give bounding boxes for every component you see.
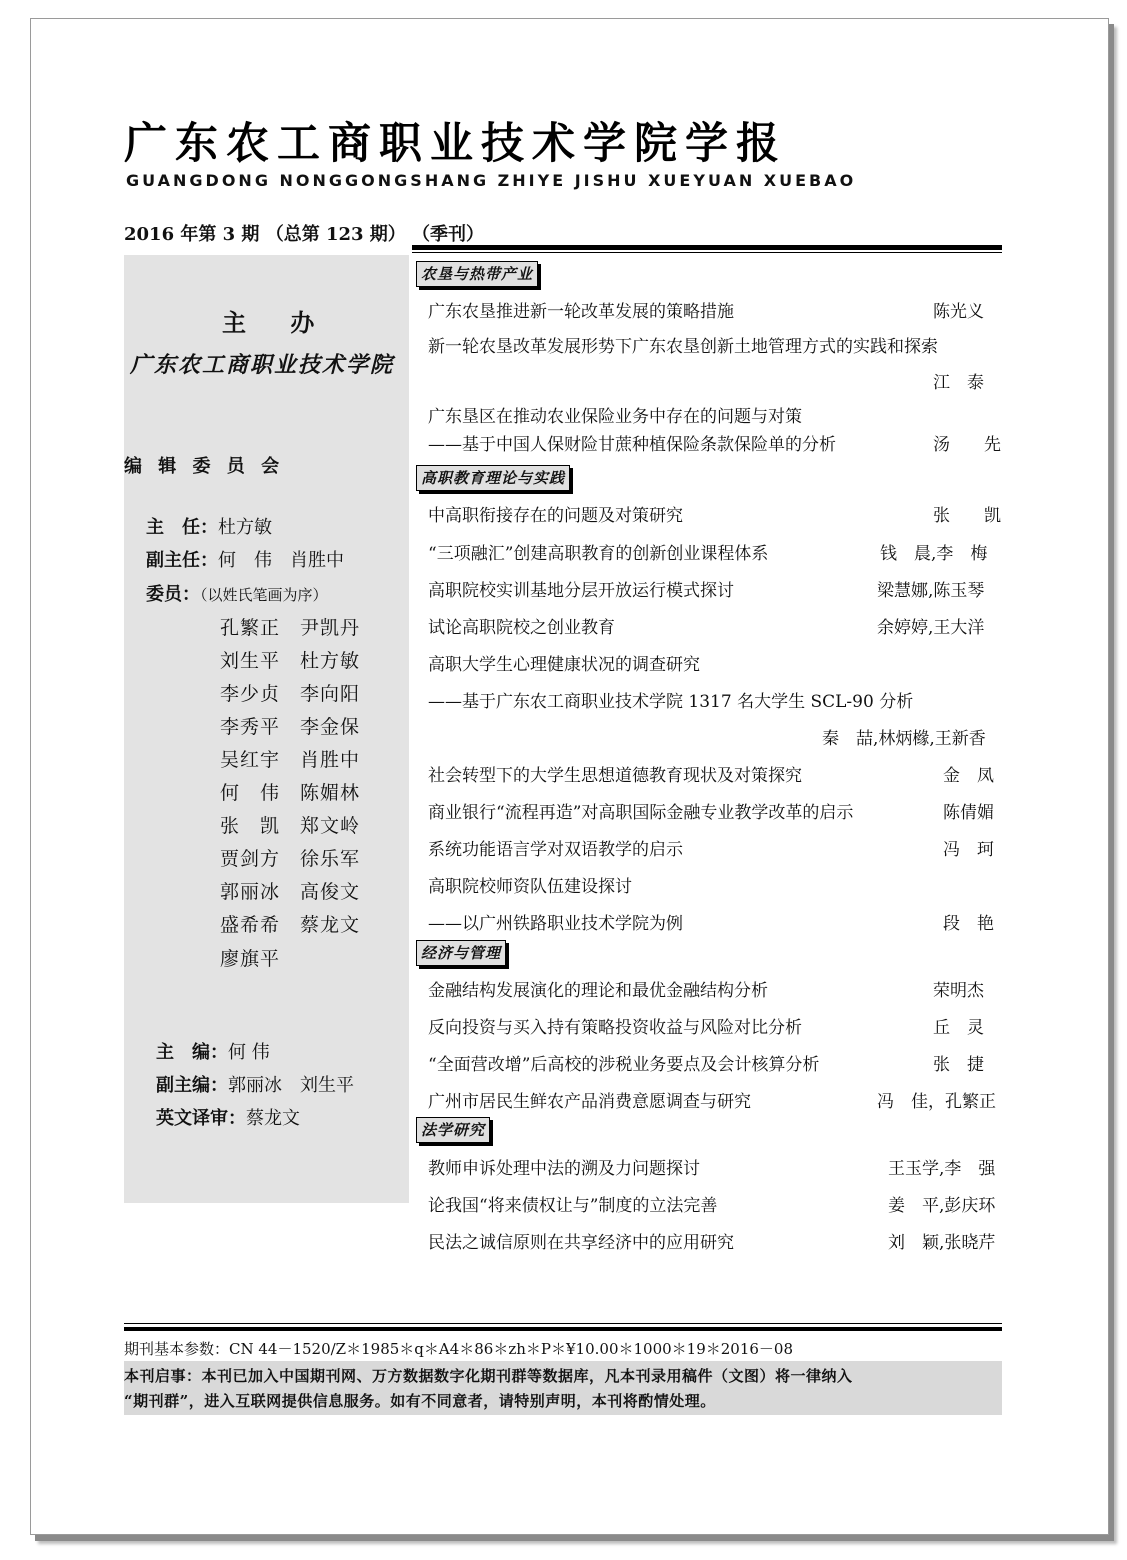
member-row: 吴红宇 肖胜中 bbox=[220, 749, 361, 771]
host-heading: 主 办 bbox=[222, 308, 333, 337]
section-heading: 农垦与热带产业 bbox=[416, 261, 538, 287]
member-row: 廖旗平 bbox=[220, 948, 281, 970]
footer-rule-thin bbox=[124, 1323, 1002, 1324]
article-title[interactable]: 广东农垦推进新一轮改革发展的策略措施 bbox=[428, 302, 734, 322]
article-title[interactable]: 商业银行“流程再造”对高职国际金融专业教学改革的启示 bbox=[428, 803, 854, 823]
notice-line: 本刊启事：本刊已加入中国期刊网、万方数据数字化期刊群等数据库，凡本刊录用稿件（文图）将一律纳入 bbox=[124, 1367, 853, 1385]
article-author: 荣明杰 bbox=[933, 981, 984, 1001]
director-label: 主 任： bbox=[146, 517, 218, 538]
header-rule bbox=[412, 245, 1002, 250]
deputy-label: 副主编： bbox=[156, 1075, 228, 1096]
members-note: （以姓氏笔画为序） bbox=[200, 586, 328, 604]
chief-editor bbox=[156, 1038, 270, 1064]
article-author: 段 艳 bbox=[943, 914, 994, 934]
board-vice-director bbox=[146, 546, 344, 572]
editorial-board-heading: 编 辑 委 员 会 bbox=[124, 456, 285, 477]
article-author: 江 泰 bbox=[933, 373, 984, 393]
article-title[interactable]: 民法之诚信原则在共享经济中的应用研究 bbox=[428, 1233, 734, 1253]
article-subtitle[interactable]: ——基于中国人保财险甘蔗种植保险条款保险单的分析 bbox=[428, 435, 836, 455]
member-row: 盛希希 蔡龙文 bbox=[220, 914, 361, 936]
member-row: 何 伟 陈媚林 bbox=[220, 782, 361, 804]
director-name: 杜方敏 bbox=[218, 517, 272, 538]
notice-text bbox=[124, 1364, 1004, 1414]
article-title[interactable]: 广州市居民生鲜农产品消费意愿调查与研究 bbox=[428, 1092, 751, 1112]
deputy-editor bbox=[156, 1071, 354, 1097]
article-title[interactable]: 系统功能语言学对双语教学的启示 bbox=[428, 840, 683, 860]
article-author: 王玉学,李 强 bbox=[888, 1159, 996, 1179]
vice-names: 何 伟 肖胜中 bbox=[218, 550, 344, 571]
article-author: 金 凤 bbox=[943, 766, 994, 786]
article-title[interactable]: 中高职衔接存在的问题及对策研究 bbox=[428, 506, 683, 526]
footer-rule bbox=[124, 1327, 1002, 1331]
section-heading: 高职教育理论与实践 bbox=[416, 465, 570, 491]
member-row: 刘生平 杜方敏 bbox=[220, 650, 361, 672]
header-rule-thin bbox=[412, 252, 1002, 253]
article-title[interactable]: 高职院校实训基地分层开放运行模式探讨 bbox=[428, 581, 734, 601]
journal-title: 广东农工商职业技术学院学报 bbox=[124, 119, 787, 169]
vice-label: 副主任： bbox=[146, 550, 218, 571]
member-row: 张 凯 郑文岭 bbox=[220, 815, 361, 837]
member-row: 郭丽冰 高俊文 bbox=[220, 881, 361, 903]
article-title[interactable]: 广东垦区在推动农业保险业务中存在的问题与对策 bbox=[428, 407, 802, 427]
article-author: 张 凯 bbox=[933, 506, 1001, 526]
article-title[interactable]: 试论高职院校之创业教育 bbox=[428, 618, 615, 638]
translator-name: 蔡龙文 bbox=[246, 1108, 300, 1129]
translator-label: 英文译审： bbox=[156, 1108, 246, 1129]
article-title[interactable]: “三项融汇”创建高职教育的创新创业课程体系 bbox=[428, 544, 769, 564]
section-heading: 经济与管理 bbox=[416, 940, 506, 966]
article-title[interactable]: 高职院校师资队伍建设探讨 bbox=[428, 877, 632, 897]
article-author: 张 捷 bbox=[933, 1055, 984, 1075]
members-label: 委员： bbox=[146, 584, 200, 605]
member-row: 贾剑方 徐乐军 bbox=[220, 848, 361, 870]
journal-parameters: 期刊基本参数：CN 44－1520/Z＊1985＊q＊A4＊86＊zh＊P＊¥10.00＊1000＊19＊2016－08 bbox=[124, 1340, 794, 1358]
member-row: 李少贞 李向阳 bbox=[220, 683, 361, 705]
article-title[interactable]: 高职大学生心理健康状况的调查研究 bbox=[428, 655, 700, 675]
deputy-names: 郭丽冰 刘生平 bbox=[228, 1075, 354, 1096]
article-title[interactable]: 反向投资与买入持有策略投资收益与风险对比分析 bbox=[428, 1018, 802, 1038]
editor-name: 何 伟 bbox=[228, 1042, 270, 1063]
article-title[interactable]: 新一轮农垦改革发展形势下广东农垦创新土地管理方式的实践和探索 bbox=[428, 337, 938, 357]
english-reviewer bbox=[156, 1104, 300, 1130]
article-author: 余婷婷,王大洋 bbox=[877, 618, 985, 638]
article-subtitle[interactable]: ——以广州铁路职业技术学院为例 bbox=[428, 914, 683, 934]
article-author: 冯 佳，孔繁正 bbox=[877, 1092, 996, 1112]
article-author: 姜 平,彭庆环 bbox=[888, 1196, 996, 1216]
article-subtitle[interactable]: ——基于广东农工商职业技术学院 1317 名大学生 SCL-90 分析 bbox=[428, 692, 914, 712]
notice-line: “期刊群”，进入互联网提供信息服务。如有不同意者，请特别声明，本刊将酌情处理。 bbox=[124, 1392, 716, 1410]
article-title[interactable]: 金融结构发展演化的理论和最优金融结构分析 bbox=[428, 981, 768, 1001]
article-author: 丘 灵 bbox=[933, 1018, 984, 1038]
article-author: 梁慧娜,陈玉琴 bbox=[877, 581, 985, 601]
article-title[interactable]: 社会转型下的大学生思想道德教育现状及对策探究 bbox=[428, 766, 802, 786]
member-row: 孔繁正 尹凯丹 bbox=[220, 617, 361, 639]
article-author: 冯 珂 bbox=[943, 840, 994, 860]
board-members-heading bbox=[146, 580, 328, 606]
article-title[interactable]: 论我国“将来债权让与”制度的立法完善 bbox=[428, 1196, 718, 1216]
article-author: 陈光义 bbox=[933, 302, 984, 322]
article-author: 钱 晨,李 梅 bbox=[880, 544, 988, 564]
host-institution: 广东农工商职业技术学院 bbox=[130, 352, 395, 378]
member-row: 李秀平 李金保 bbox=[220, 716, 361, 738]
board-director bbox=[146, 513, 272, 539]
article-author: 陈倩媚 bbox=[943, 803, 994, 823]
article-author: 秦 喆,林炳橼,王新香 bbox=[822, 729, 986, 749]
issue-info: 2016 年第 3 期 （总第 123 期） （季刊） bbox=[124, 224, 485, 245]
article-author: 汤 先 bbox=[933, 435, 1001, 455]
section-heading: 法学研究 bbox=[416, 1117, 490, 1143]
journal-title-english: GUANGDONG NONGGONGSHANG ZHIYE JISHU XUEYUAN XUEBAO bbox=[126, 171, 857, 190]
article-author: 刘 颖,张晓芹 bbox=[888, 1233, 996, 1253]
article-title[interactable]: “全面营改增”后高校的涉税业务要点及会计核算分析 bbox=[428, 1055, 820, 1075]
article-title[interactable]: 教师申诉处理中法的溯及力问题探讨 bbox=[428, 1159, 700, 1179]
editor-label: 主 编： bbox=[156, 1042, 228, 1063]
